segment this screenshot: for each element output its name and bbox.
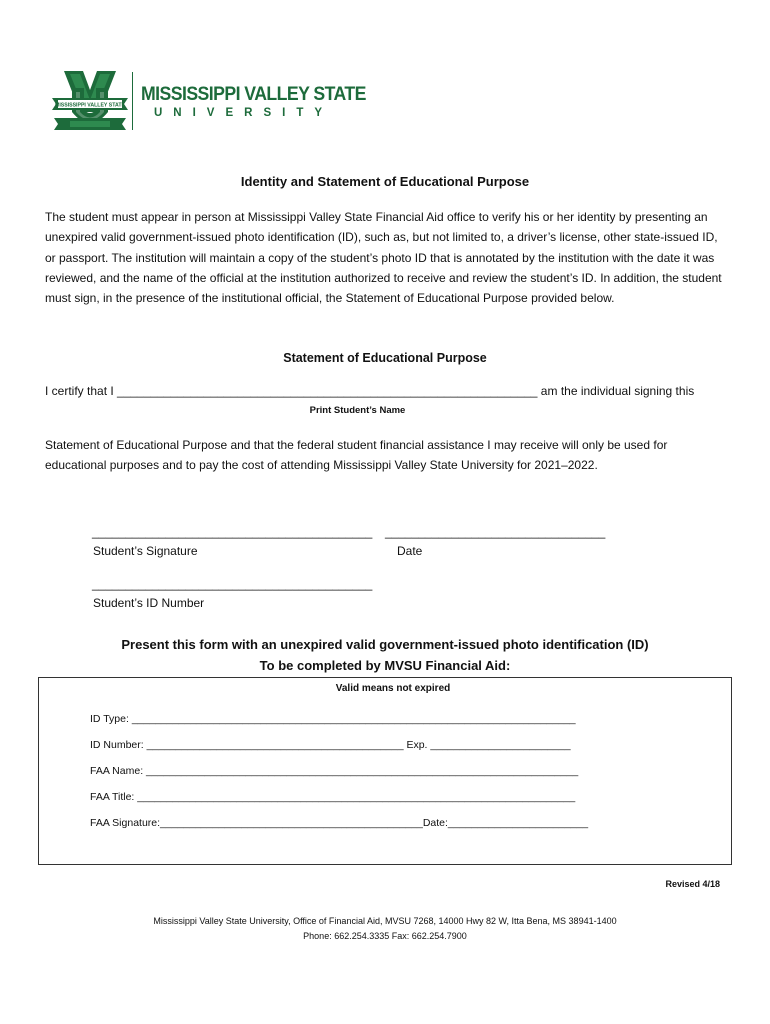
logo-divider bbox=[132, 72, 133, 130]
statement-body: Statement of Educational Purpose and that the federal student financial assistance I may receive will only be used for educational purposes and to pay the cost of attending Mississippi Valley State University for 2021–2022. bbox=[45, 438, 668, 473]
logo-badge-text: MISSISSIPPI VALLEY STATE bbox=[55, 102, 125, 109]
revised-date: Revised 4/18 bbox=[665, 879, 720, 889]
print-name-label: Print Student’s Name bbox=[309, 405, 406, 416]
document-title: Identity and Statement of Educational Purpose bbox=[240, 174, 530, 189]
footer-address: Mississippi Valley State University, Office of Financial Aid, MVSU 7268, 14000 Hwy 82 W, Itta Bena, MS 38941-1400 bbox=[153, 916, 617, 926]
student-signature-label: Student’s Signature bbox=[93, 544, 198, 558]
certify-line[interactable]: I certify that I _______________________________________________________________ am the individual signing this bbox=[45, 384, 695, 398]
financial-aid-heading: To be completed by MVSU Financial Aid: bbox=[259, 658, 511, 673]
student-id-label: Student’s ID Number bbox=[93, 596, 205, 610]
student-id-line[interactable]: __________________________________________ bbox=[92, 577, 373, 591]
university-name: MISSISSIPPI VALLEY STATE bbox=[141, 84, 366, 105]
university-subtitle: UNIVERSITY bbox=[154, 107, 334, 119]
date-line[interactable]: _________________________________ bbox=[385, 525, 606, 539]
faa-title-field[interactable]: FAA Title: ___________________________________________________________________________ bbox=[90, 791, 576, 803]
present-instruction: Present this form with an unexpired valid government-issued photo identification (ID) bbox=[121, 637, 649, 652]
statement-heading: Statement of Educational Purpose bbox=[283, 351, 487, 365]
id-type-field[interactable]: ID Type: ____________________________________________________________________________ bbox=[90, 713, 576, 725]
valid-note: Valid means not expired bbox=[335, 683, 451, 694]
student-signature-line[interactable]: __________________________________________ bbox=[92, 525, 373, 539]
date-label: Date bbox=[397, 544, 423, 558]
id-number-field[interactable]: ID Number: ____________________________________________ Exp. ________________________ bbox=[90, 739, 571, 751]
faa-name-field[interactable]: FAA Name: __________________________________________________________________________ bbox=[90, 765, 579, 777]
footer-phone: Phone: 662.254.3335 Fax: 662.254.7900 bbox=[303, 931, 467, 941]
intro-paragraph: The student must appear in person at Mississippi Valley State Financial Aid office to verify his or her identity by presenting an unexpired valid government-issued photo identification (ID), such as, but not limited to, a driver’s license, other state-issued ID, or passport. The institution will maintain a copy of the student’s photo ID that is annotated by the institution with the date it was reviewed, and the name of the official at the institution authorized to receive and review the student’s ID. In addition, the student must sign, in the presence of the institutional official, the Statement of Educational Purpose provided below. bbox=[45, 210, 722, 306]
mvsu-v-emblem-icon bbox=[50, 68, 130, 134]
faa-signature-field[interactable]: FAA Signature:_____________________________________________Date:________________________ bbox=[90, 817, 589, 829]
